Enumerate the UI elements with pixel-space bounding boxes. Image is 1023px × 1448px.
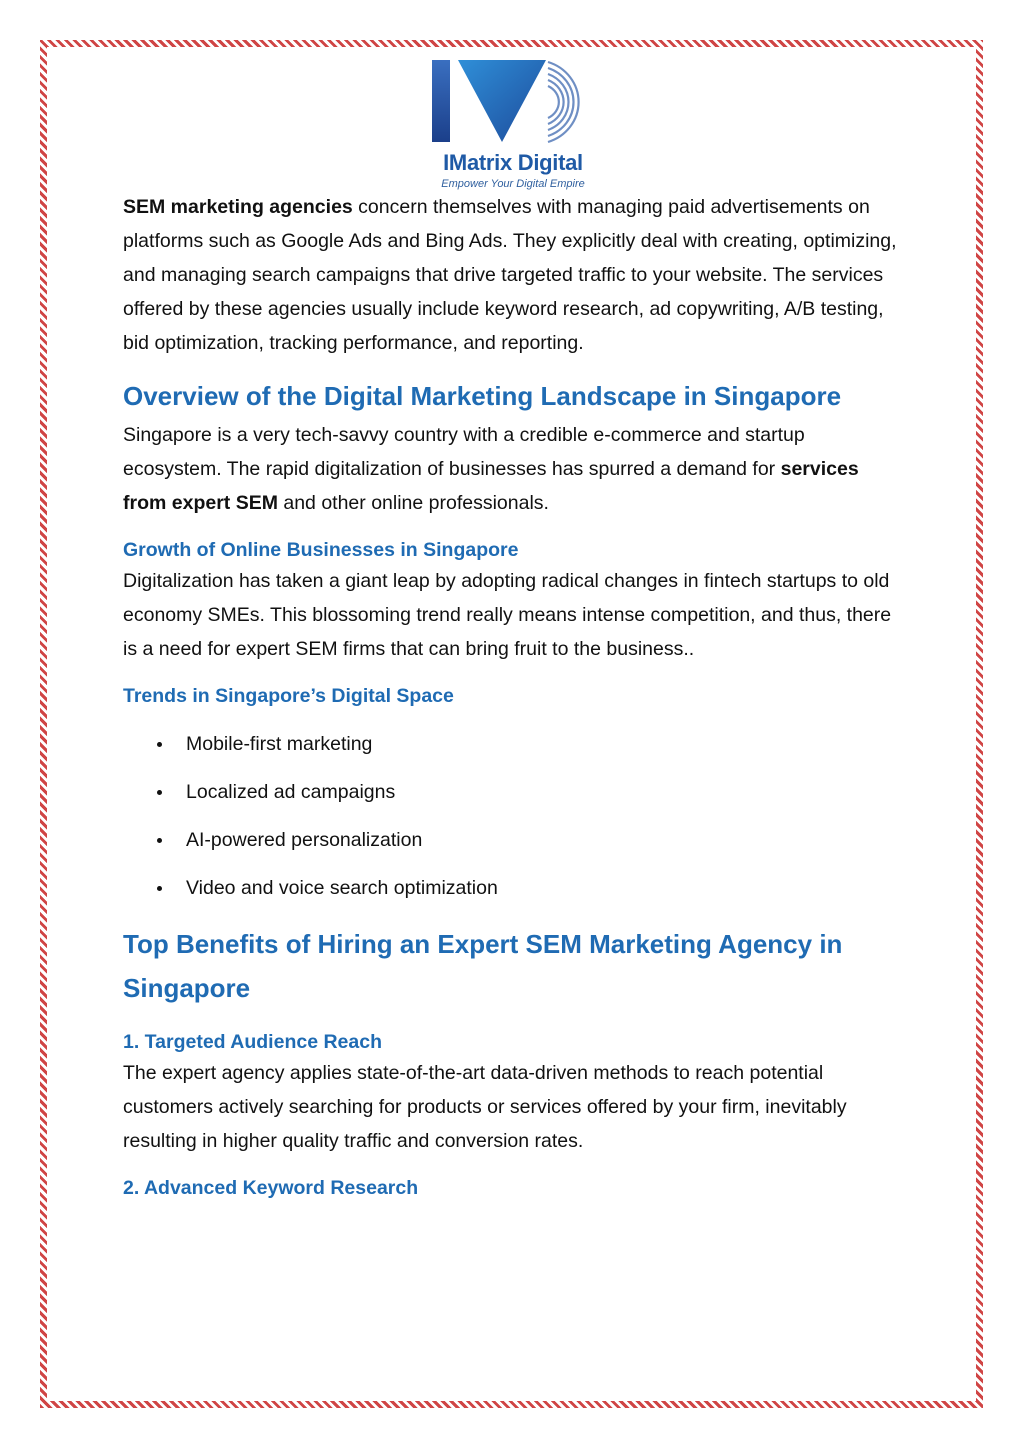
benefit-1-heading: 1. Targeted Audience Reach: [123, 1031, 382, 1053]
list-item: AI-powered personalization: [123, 826, 898, 854]
overview-text-after: and other online professionals.: [277, 492, 549, 514]
intro-paragraph: [123, 190, 898, 360]
trends-list: [123, 730, 898, 902]
benefits-heading: Top Benefits of Hiring an Expert SEM Marketing Agency in Singapore: [123, 929, 843, 1003]
brand-tagline: Empower Your Digital Empire: [441, 178, 585, 190]
intro-bold: SEM marketing agencies: [123, 196, 353, 218]
list-item: Localized ad campaigns: [123, 778, 898, 806]
benefit-2-heading: 2. Advanced Keyword Research: [123, 1177, 419, 1199]
growth-heading: Growth of Online Businesses in Singapore: [123, 539, 519, 561]
growth-paragraph: Digitalization has taken a giant leap by adopting radical changes in fintech startups to old economy SMEs. This blossoming trend really means intense competition, and thus, there is a need for expert SEM firms that can bring fruit to the business..: [123, 570, 892, 660]
list-item: Mobile-first marketing: [123, 730, 898, 758]
article-content: [123, 190, 898, 1202]
overview-text-before: Singapore is a very tech-savvy country with a credible e-commerce and startup ecosystem. The rapid digitalization of businesses has spurred a demand for: [123, 424, 805, 480]
benefit-1-paragraph: The expert agency applies state-of-the-art data-driven methods to reach potential customers actively searching for products or services offered by your firm, inevitably resulting in higher quality traffic and conversion rates.: [123, 1062, 847, 1152]
intro-text: concern themselves with managing paid advertisements on platforms such as Google Ads and Bing Ads. They explicitly deal with creating, optimizing, and managing search campaigns that drive targeted traffic to your website. The services offered by these agencies usually include keyword research, ad copywriting, A/B testing, bid optimization, tracking performance, and reporting.: [123, 196, 897, 354]
overview-paragraph: [123, 418, 898, 520]
brand-name: IMatrix Digital: [443, 150, 583, 175]
overview-heading: Overview of the Digital Marketing Landscape in Singapore: [123, 381, 842, 411]
overview-bold: services from expert SEM: [123, 458, 859, 514]
list-item: Video and voice search optimization: [123, 874, 898, 902]
trends-heading: Trends in Singapore’s Digital Space: [123, 685, 454, 707]
